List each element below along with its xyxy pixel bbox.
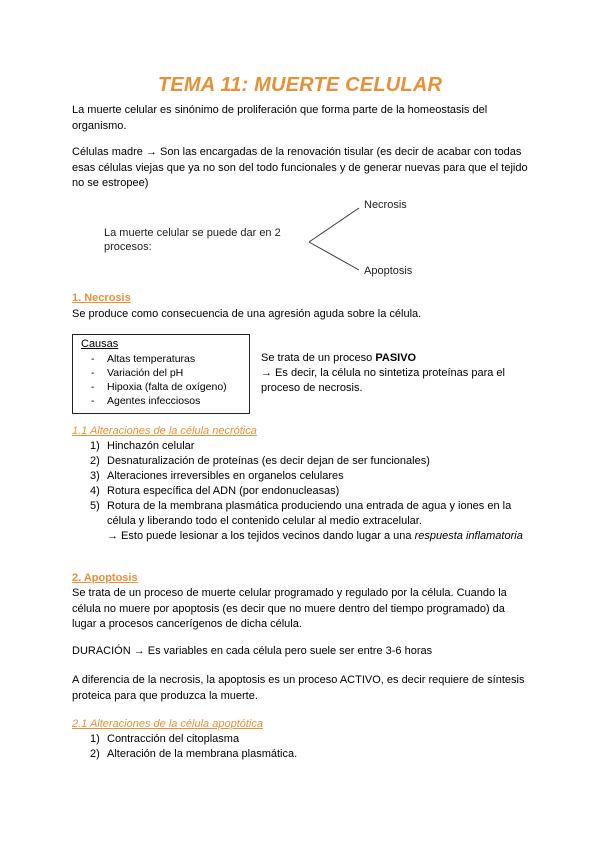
apoptosis-description: Se trata de un proceso de muerte celular programado y regulado por la célula. Cuando la célula no muere por apoptosis (es decir que no muere dentro del tiempo programado) da lugar a procesos cancerígenos de dicha célula. bbox=[72, 587, 507, 630]
death-process-diagram bbox=[100, 196, 440, 280]
page-title: TEMA 11: MUERTE CELULAR bbox=[157, 74, 443, 96]
inflammation-note: → Esto puede lesionar a los tejidos vecinos dando lugar a una respuesta inflamatoria bbox=[107, 530, 523, 542]
causes-list bbox=[81, 352, 227, 408]
list-item: 1) Hinchazón celular bbox=[90, 440, 195, 452]
list-item: 5) Rotura de la membrana plasmática produciendo una entrada de agua y iones en la célula y liberando todo el contenido celular al medio extracelular. bbox=[90, 500, 512, 527]
necrotic-alterations-list bbox=[72, 439, 532, 544]
list-item: 4) Rotura específica del ADN (por endonucleasas) bbox=[90, 485, 340, 497]
branch-arrows-icon bbox=[305, 204, 365, 274]
necrosis-heading: 1. Necrosis bbox=[72, 292, 131, 304]
list-item: 1) Contracción del citoplasma bbox=[90, 733, 240, 745]
causes-box bbox=[72, 334, 250, 414]
difference-paragraph: A diferencia de la necrosis, la apoptosis es un proceso ACTIVO, es decir requiere de síntesis proteica para que produzca la muerte. bbox=[72, 674, 525, 702]
necrosis-description: Se produce como consecuencia de una agresión aguda sobre la célula. bbox=[72, 308, 422, 320]
duration-paragraph: DURACIÓN → Es variables en cada célula pero suele ser entre 3-6 horas bbox=[72, 645, 433, 657]
cause-item: - Altas temperaturas bbox=[91, 353, 196, 365]
apoptosis-heading: 2. Apoptosis bbox=[72, 572, 138, 584]
apoptosis-subheading: 2.1 Alteraciones de la célula apoptótica bbox=[72, 718, 263, 730]
cause-item: - Hipoxia (falta de oxígeno) bbox=[91, 381, 227, 393]
cause-item: - Agentes infecciosos bbox=[91, 395, 201, 407]
cause-item: - Variación del pH bbox=[91, 367, 184, 379]
diagram-branch-apoptosis: Apoptosis bbox=[364, 265, 413, 277]
causes-title: Causas bbox=[81, 338, 119, 350]
list-item: 2) Desnaturalización de proteínas (es decir dejan de ser funcionales) bbox=[90, 455, 430, 467]
apoptotic-alterations-list bbox=[72, 732, 532, 762]
intro-paragraph: La muerte celular es sinónimo de proliferación que forma parte de la homeostasis del organismo. bbox=[72, 104, 488, 132]
passive-keyword: PASIVO bbox=[375, 352, 417, 364]
necrosis-subheading: 1.1 Alteraciones de la célula necrótica bbox=[72, 425, 257, 437]
list-item: 2) Alteración de la membrana plasmática. bbox=[90, 748, 298, 760]
stem-cells-paragraph: Células madre → Son las encargadas de la renovación tisular (es decir de acabar con todas esas células viejas que ya no son del todo funcionales y de generar nuevas para que el tejido no se estropee) bbox=[72, 146, 528, 189]
passive-process-note: Se trata de un proceso PASIVO → Es decir, la célula no sintetiza proteínas para el proceso de necrosis. bbox=[261, 352, 505, 394]
diagram-branch-necrosis: Necrosis bbox=[364, 199, 407, 211]
diagram-lead-text: La muerte celular se puede dar en 2 procesos: bbox=[104, 227, 281, 253]
list-item: 3) Alteraciones irreversibles en organelos celulares bbox=[90, 470, 344, 482]
